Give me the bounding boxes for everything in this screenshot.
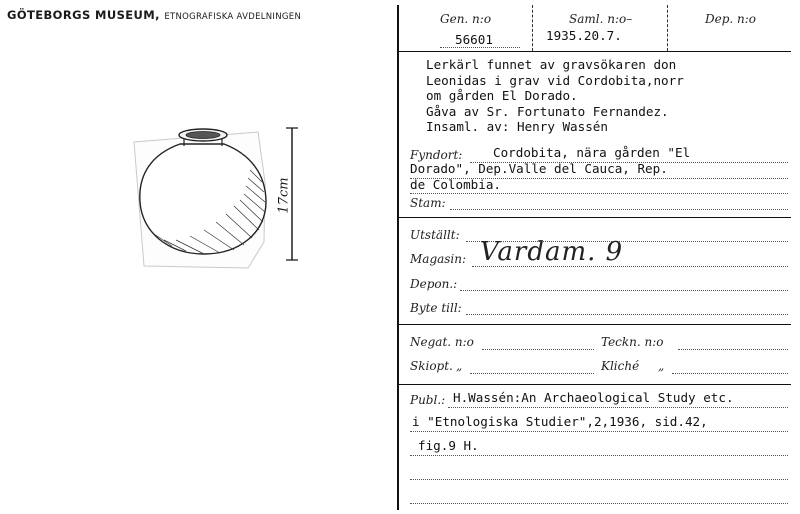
fyndort-line: Cordobita, nära gården "El xyxy=(493,145,691,160)
publ-line: fig.9 H. xyxy=(418,438,479,453)
negat-dots xyxy=(482,349,594,350)
magasin-handwritten: Vardam. 9 xyxy=(480,237,624,267)
byte-rule xyxy=(399,324,791,325)
divider-gen-saml xyxy=(532,5,533,51)
publ-line: H.Wassén:An Archaeological Study etc. xyxy=(453,390,734,405)
description-line: Gåva av Sr. Fortunato Fernandez. xyxy=(426,103,669,119)
magasin-label: Magasin: xyxy=(410,252,467,266)
dep-no-label: Dep. n:o xyxy=(705,12,757,26)
fyndort-label: Fyndort: xyxy=(410,148,463,162)
byte-till-label: Byte till: xyxy=(410,301,462,315)
kliche-dots xyxy=(672,373,788,374)
fyndort-line: de Colombia. xyxy=(410,177,501,192)
description-line: Leonidas i grav vid Cordobita,norr xyxy=(426,72,684,88)
stam-rule xyxy=(399,217,791,218)
skiopt-label: Skiopt. xyxy=(410,359,453,373)
publ-dots-3 xyxy=(410,455,788,456)
divider-saml-dep xyxy=(667,5,668,51)
museum-header xyxy=(7,8,301,22)
depon-label: Depon.: xyxy=(410,277,458,291)
publ-dots-5 xyxy=(410,503,788,504)
kliche-label: Kliché xyxy=(601,359,640,373)
saml-no-value: 1935.20.7. xyxy=(546,28,622,43)
kliche-ditto: „ xyxy=(658,359,665,373)
scale-note: 17cm xyxy=(276,177,292,214)
scale-note-wrapper xyxy=(276,177,300,214)
saml-no-label: Saml. n:o– xyxy=(569,12,633,26)
header-row-rule xyxy=(399,51,791,52)
byte-till-dots xyxy=(466,314,788,315)
depon-dots xyxy=(460,290,788,291)
skiopt-dots xyxy=(470,373,594,374)
gen-no-dots xyxy=(440,47,520,48)
stam-label: Stam: xyxy=(410,196,446,210)
fyndort-line: Dorado", Dep.Valle del Cauca, Rep. xyxy=(410,161,668,176)
publ-line: i "Etnologiska Studier",2,1936, sid.42, xyxy=(412,414,708,429)
stam-dots xyxy=(450,209,788,210)
gen-no-label: Gen. n:o xyxy=(440,12,492,26)
description-line: Lerkärl funnet av gravsökaren don xyxy=(426,57,677,72)
skiopt-ditto: „ xyxy=(456,359,463,373)
publ-label: Publ.: xyxy=(410,393,446,407)
publ-dots-2 xyxy=(410,431,788,432)
utstallt-label: Utställt: xyxy=(410,228,460,242)
description-block xyxy=(426,57,684,135)
fyndort-dots-3 xyxy=(410,193,788,194)
skiopt-rule xyxy=(399,384,791,385)
publ-dots-4 xyxy=(410,479,788,480)
publ-dots-1 xyxy=(448,407,788,408)
negat-no-label: Negat. n:o xyxy=(410,335,474,349)
department-name: ETNOGRAFISKA AVDELNINGEN xyxy=(164,12,302,22)
teckn-dots xyxy=(678,349,788,350)
description-line: Insaml. av: Henry Wassén xyxy=(426,119,608,134)
museum-name: GÖTEBORGS MUSEUM, xyxy=(7,8,160,22)
teckn-no-label: Teckn. n:o xyxy=(601,335,664,349)
description-line: om gården El Dorado. xyxy=(426,88,578,103)
card-left-border xyxy=(397,5,399,510)
gen-no-value: 56601 xyxy=(455,32,493,47)
